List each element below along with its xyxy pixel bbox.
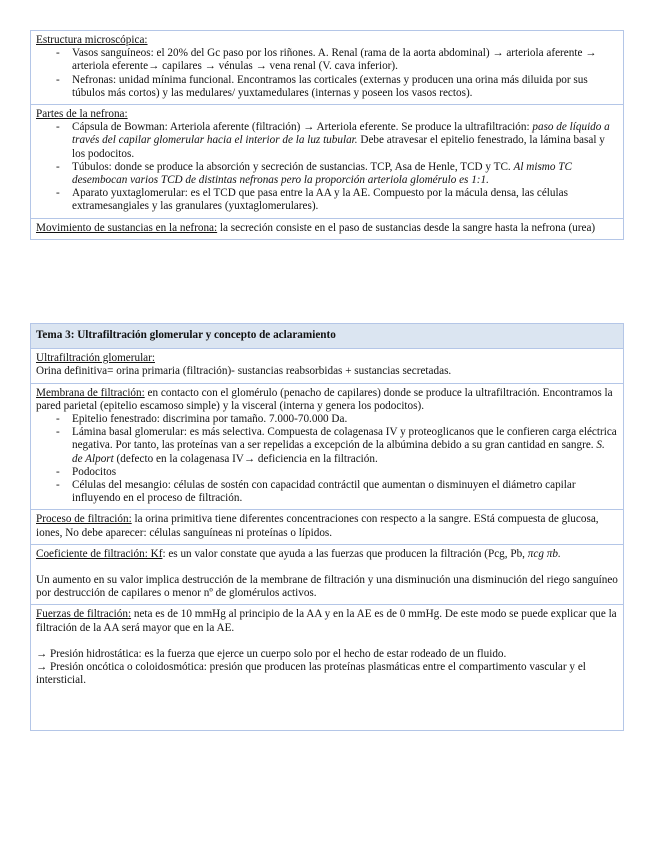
proceso-title: Proceso de filtración: <box>36 513 132 526</box>
item-text: (defecto en la colagenasa IV→ deficiencia en la filtración. <box>113 452 378 465</box>
item-italic: paso de líquido a través del capilar glomerular hacia el interior de la luz tubular. <box>72 121 610 147</box>
spacer <box>36 635 618 648</box>
spacer <box>36 561 618 574</box>
fuerzas-cell <box>31 604 623 730</box>
ultra-title: Ultrafiltración glomerular: <box>36 352 155 365</box>
partes-list <box>36 121 618 213</box>
list-item <box>36 121 618 161</box>
coeficiente-cell <box>31 544 623 605</box>
fuerzas-text: neta es de 10 mmHg al principio de la AA y en la AE es de 0 mmHg. De este modo se puede explicar que la filtración de la AA será mayor que en la AE. <box>36 608 617 634</box>
coeficiente-title: Coeficiente de filtración: Kf <box>36 547 163 560</box>
list-item: - Células del mesangio: células de sostén con capacidad contráctil que aumentan o disminuyen el diámetro capilar influyendo en el proceso de filtración. <box>36 479 618 505</box>
membrana-title: Membrana de filtración: <box>36 386 145 399</box>
list-item <box>36 426 618 466</box>
coeficiente-italic: πcg πb. <box>527 547 561 560</box>
list-item <box>36 161 618 187</box>
movimiento-title: Movimiento de sustancias en la nefrona: <box>36 221 218 234</box>
movimiento-text: la secreción consiste en el paso de sustancias desde la sangre hasta la nefrona (urea) <box>217 221 596 234</box>
membrana-cell <box>31 383 623 510</box>
fuerzas-title: Fuerzas de filtración: <box>36 608 132 621</box>
membrana-list <box>36 413 618 505</box>
partes-title: Partes de la nefrona: <box>36 108 128 121</box>
item-text: Debe atravesar el epitelio fenestrado, la lámina basal y los podocitos. <box>72 134 605 160</box>
coeficiente-text: : es un valor constate que ayuda a las fuerzas que producen la filtración (Pcg, Pb, <box>162 547 528 560</box>
estructura-cell <box>31 31 623 104</box>
item-text: Lámina basal glomerular: es más selectiva. Compuesta de colagenasa IV y proteoglicanos que le confieren carga eléctrica negativa. Por tanto, las proteínas van a ser repelidas a excepción de la albúmina debido a su gran cantidad en sangre. <box>72 426 617 452</box>
notes-box-1 <box>30 30 624 240</box>
ultra-text: Orina definitiva= orina primaria (filtración)- sustancias reabsorbidas + sustancias secretadas. <box>36 365 452 378</box>
coeficiente-paragraph: Un aumento en su valor implica destrucción de la membrane de filtración y una disminución una disminución del riego sanguíneo por destrucción de capilares o menor nº de glomérulos activos. <box>36 574 618 600</box>
movimiento-cell <box>31 218 623 239</box>
fuerzas-line: → Presión oncótica o coloidosmótica: presión que producen las proteínas plasmáticas entre el compartimento vascular y el intersticial. <box>36 661 586 687</box>
list-item: - Aparato yuxtaglomerular: es el TCD que pasa entre la AA y la AE. Compuesto por la mácula densa, las células extramesangiales y las granulares (yuxtaglomerulares). <box>36 187 618 213</box>
list-item: - Podocitos <box>36 466 618 479</box>
estructura-list <box>36 47 618 100</box>
membrana-text: en contacto con el glomérulo (penacho de capilares) donde se produce la ultrafiltración. Encontramos la pared parietal (epitelio escamoso simple) y la visceral (interna y genera los podocitos). <box>36 386 613 412</box>
item-italic: Al mismo TC desembocan varios TCD de distintas nefronas pero la proporción arteriola glomérulo es 1:1. <box>72 160 572 187</box>
partes-cell <box>31 104 623 218</box>
item-text: Cápsula de Bowman: Arteriola aferente (filtración) → Arteriola eferente. Se produce la ultrafiltración: <box>72 121 533 134</box>
list-item: - Vasos sanguíneos: el 20% del Gc paso por los riñones. A. Renal (rama de la aorta abdominal) → arteriola aferente → arteriola eferente→ capilares → vénulas → vena renal (V. cava inferior). <box>36 47 618 73</box>
fuerzas-line: → Presión hidrostática: es la fuerza que ejerce un cuerpo solo por el hecho de estar rodeado de un fluido. <box>36 647 507 660</box>
section-heading: Tema 3: Ultrafiltración glomerular y concepto de aclaramiento <box>31 324 623 348</box>
estructura-title: Estructura microscópica: <box>36 34 148 46</box>
list-item: - Nefronas: unidad mínima funcional. Encontramos las corticales (externas y producen una orina más diluida por sus túbulos más cortos) y las medulares/ yuxtamedulares (internas y poseen los vasos rectos). <box>36 74 618 100</box>
notes-box-2 <box>30 323 624 731</box>
item-italic: S. de Alport <box>72 439 605 465</box>
item-text: Túbulos: donde se produce la absorción y secreción de sustancias. TCP, Asa de Henle, TCD y TC. <box>72 160 514 173</box>
proceso-text: la orina primitiva tiene diferentes concentraciones con respecto a la sangre. EStá compuesta de glucosa, iones, No debe aparecer: células sanguíneas ni proteínas o lípidos. <box>36 513 599 539</box>
list-item: - Epitelio fenestrado: discrimina por tamaño. 7.000-70.000 Da. <box>36 413 618 426</box>
proceso-cell <box>31 509 623 543</box>
ultra-cell <box>31 348 623 382</box>
